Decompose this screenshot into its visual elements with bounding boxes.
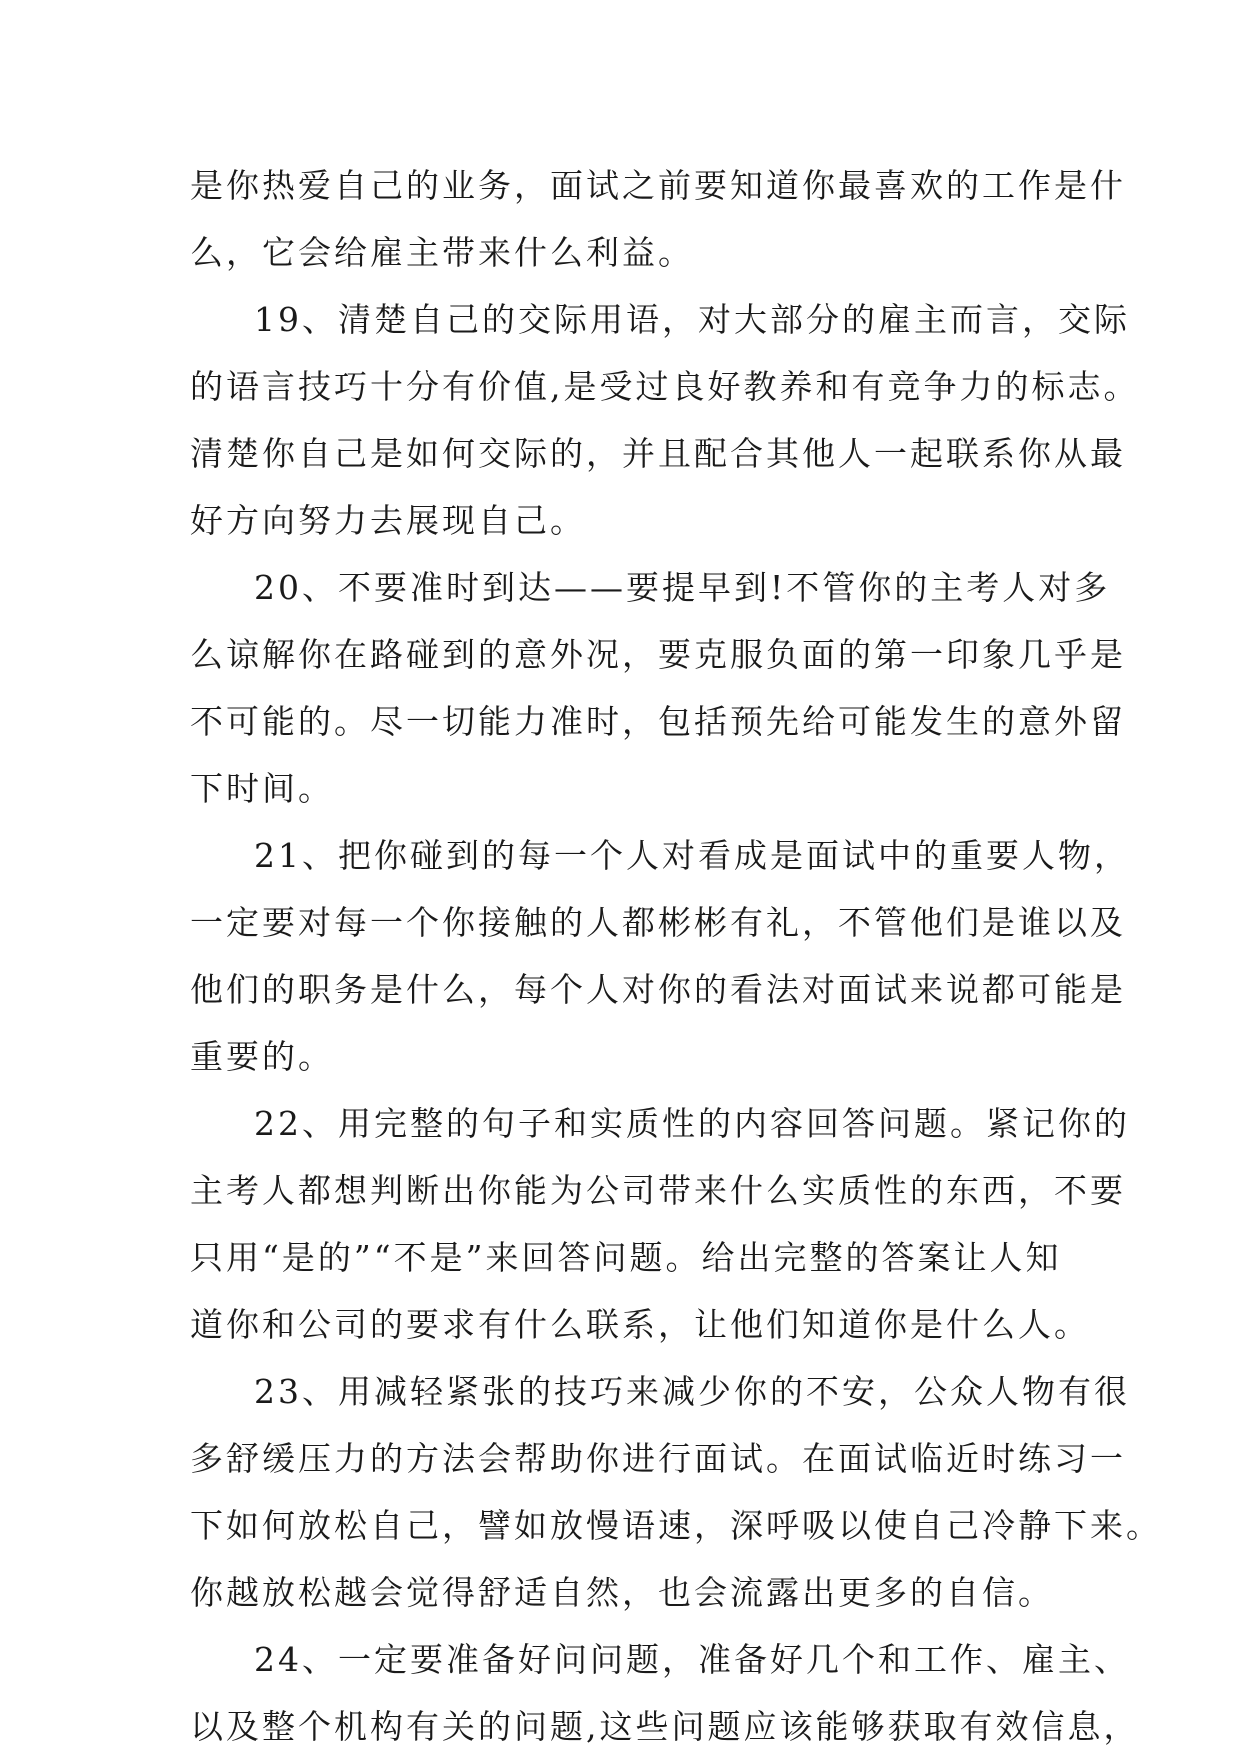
- text-line: 22、用完整的句子和实质性的内容回答问题。紧记你的: [254, 1104, 1130, 1143]
- text-line: 么，它会给雇主带来什么利益。: [190, 233, 694, 272]
- paragraph: [190, 152, 1126, 286]
- text-line: 19、清楚自己的交际用语，对大部分的雇主而言，交际: [254, 300, 1130, 339]
- paragraph: [190, 1626, 1140, 1760]
- text-line: 24、一定要准备好问问题，准备好几个和工作、雇主、: [254, 1640, 1130, 1679]
- paragraph: [190, 822, 1130, 1090]
- text-line: 21、把你碰到的每一个人对看成是面试中的重要人物，: [254, 836, 1130, 875]
- text-line: 的语言技巧十分有价值,是受过良好教养和有竞争力的标志。: [190, 367, 1140, 406]
- paragraph: [190, 286, 1140, 554]
- text-line: 一定要对每一个你接触的人都彬彬有礼，不管他们是谁以及: [190, 903, 1126, 942]
- text-line: 你越放松越会觉得舒适自然，也会流露出更多的自信。: [190, 1573, 1054, 1612]
- paragraph: [190, 1090, 1130, 1358]
- text-line: 下时间。: [190, 769, 334, 808]
- text-line: 20、不要准时到达——要提早到!不管你的主考人对多: [254, 568, 1111, 607]
- text-line: 好方向努力去展现自己。: [190, 501, 586, 540]
- text-line: 是你热爱自己的业务，面试之前要知道你最喜欢的工作是什: [190, 166, 1126, 205]
- document-body: [190, 152, 1162, 1760]
- text-line: 只用“是的”“不是”来回答问题。给出完整的答案让人知: [190, 1238, 1062, 1277]
- paragraph: [190, 554, 1126, 822]
- text-line: 清楚你自己是如何交际的，并且配合其他人一起联系你从最: [190, 434, 1126, 473]
- text-line: 23、用减轻紧张的技巧来减少你的不安，公众人物有很: [254, 1372, 1130, 1411]
- text-line: 道你和公司的要求有什么联系，让他们知道你是什么人。: [190, 1305, 1090, 1344]
- text-line: 主考人都想判断出你能为公司带来什么实质性的东西，不要: [190, 1171, 1126, 1210]
- text-line: 不可能的。尽一切能力准时，包括预先给可能发生的意外留: [190, 702, 1126, 741]
- paragraph: [190, 1358, 1162, 1626]
- text-line: 他们的职务是什么，每个人对你的看法对面试来说都可能是: [190, 970, 1126, 1009]
- text-line: 么谅解你在路碰到的意外况，要克服负面的第一印象几乎是: [190, 635, 1126, 674]
- text-line: 以及整个机构有关的问题,这些问题应该能够获取有效信息，: [190, 1707, 1140, 1746]
- text-line: 多舒缓压力的方法会帮助你进行面试。在面试临近时练习一: [190, 1439, 1126, 1478]
- text-line: 重要的。: [190, 1037, 334, 1076]
- text-line: 下如何放松自己，譬如放慢语速，深呼吸以使自己冷静下来。: [190, 1506, 1162, 1545]
